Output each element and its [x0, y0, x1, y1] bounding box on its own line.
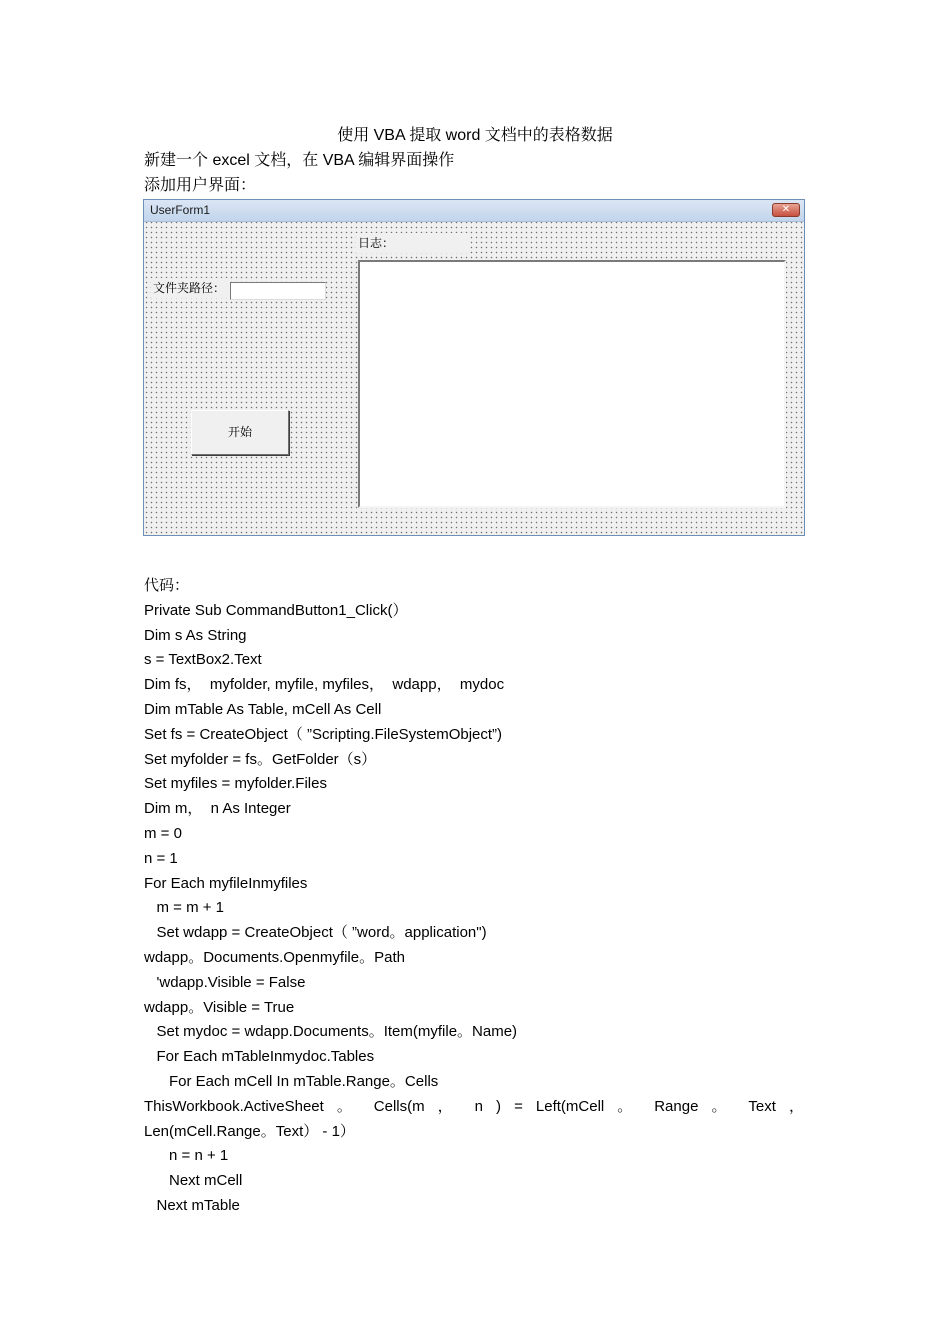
code-line: Dim s As String: [144, 626, 247, 644]
code-line: Set wdapp = CreateObject（ ”word。application"): [144, 924, 487, 942]
code-line: m = m + 1: [144, 899, 225, 917]
code-line: Set myfolder = fs。GetFolder（s）: [144, 750, 377, 768]
code-line: s = TextBox2.Text: [144, 651, 262, 669]
code-line: m = 0: [144, 824, 182, 842]
code-line: For Each mCell In mTable.Range。Cells: [144, 1072, 439, 1090]
code-line: Dim mTable As Table, mCell As Cell: [144, 700, 382, 718]
code-heading: 代码：: [144, 577, 190, 594]
code-line: For Each mTableInmydoc.Tables: [144, 1048, 375, 1066]
code-line: For Each myfileInmyfiles: [144, 874, 308, 892]
code-line: n = 1: [144, 849, 178, 867]
code-line: Set myfiles = myfolder.Files: [144, 775, 327, 793]
code-line: Set mydoc = wdapp.Documents。Item(myfile。Name): [144, 1023, 518, 1041]
folder-path-label: 文件夹路径：: [151, 278, 231, 298]
ui-heading: 添加用户界面：: [144, 177, 257, 194]
code-line: ThisWorkbook.ActiveSheet 。 Cells(m ， n ) = Left(mCell 。 Range 。 Text ，: [144, 1097, 804, 1115]
code-line: Set fs = CreateObject（ ”Scripting.FileSystemObject”): [144, 725, 503, 743]
log-label: 日志：: [356, 233, 470, 253]
intro-paragraph: 新建一个 excel 文档，在 VBA 编辑界面操作: [144, 152, 455, 169]
userform-window: [143, 199, 805, 536]
log-textbox[interactable]: [358, 260, 786, 508]
folder-path-input[interactable]: [230, 282, 326, 300]
code-line: Next mTable: [144, 1196, 240, 1214]
code-line: wdapp。Visible = True: [144, 998, 295, 1016]
start-button[interactable]: 开始: [191, 410, 289, 455]
code-line: wdapp。Documents.Openmyfile。Path: [144, 948, 405, 966]
code-line: Next mCell: [144, 1172, 243, 1190]
code-line: Dim m， n As Integer: [144, 800, 291, 818]
userform-titlebar: [144, 200, 804, 222]
userform-title: UserForm1: [150, 203, 211, 217]
document-title: 使用 VBA 提取 word 文档中的表格数据: [337, 127, 613, 144]
code-line: Private Sub CommandButton1_Click(）: [144, 601, 408, 619]
code-line: Len(mCell.Range。Text） - 1）: [144, 1122, 355, 1140]
code-line: 'wdapp.Visible = False: [144, 973, 306, 991]
code-block: [144, 574, 804, 1219]
close-icon[interactable]: ✕: [772, 203, 800, 217]
code-line: n = n + 1: [144, 1147, 229, 1165]
code-line: Dim fs， myfolder, myfile, myfiles， wdapp， mydoc: [144, 676, 505, 694]
